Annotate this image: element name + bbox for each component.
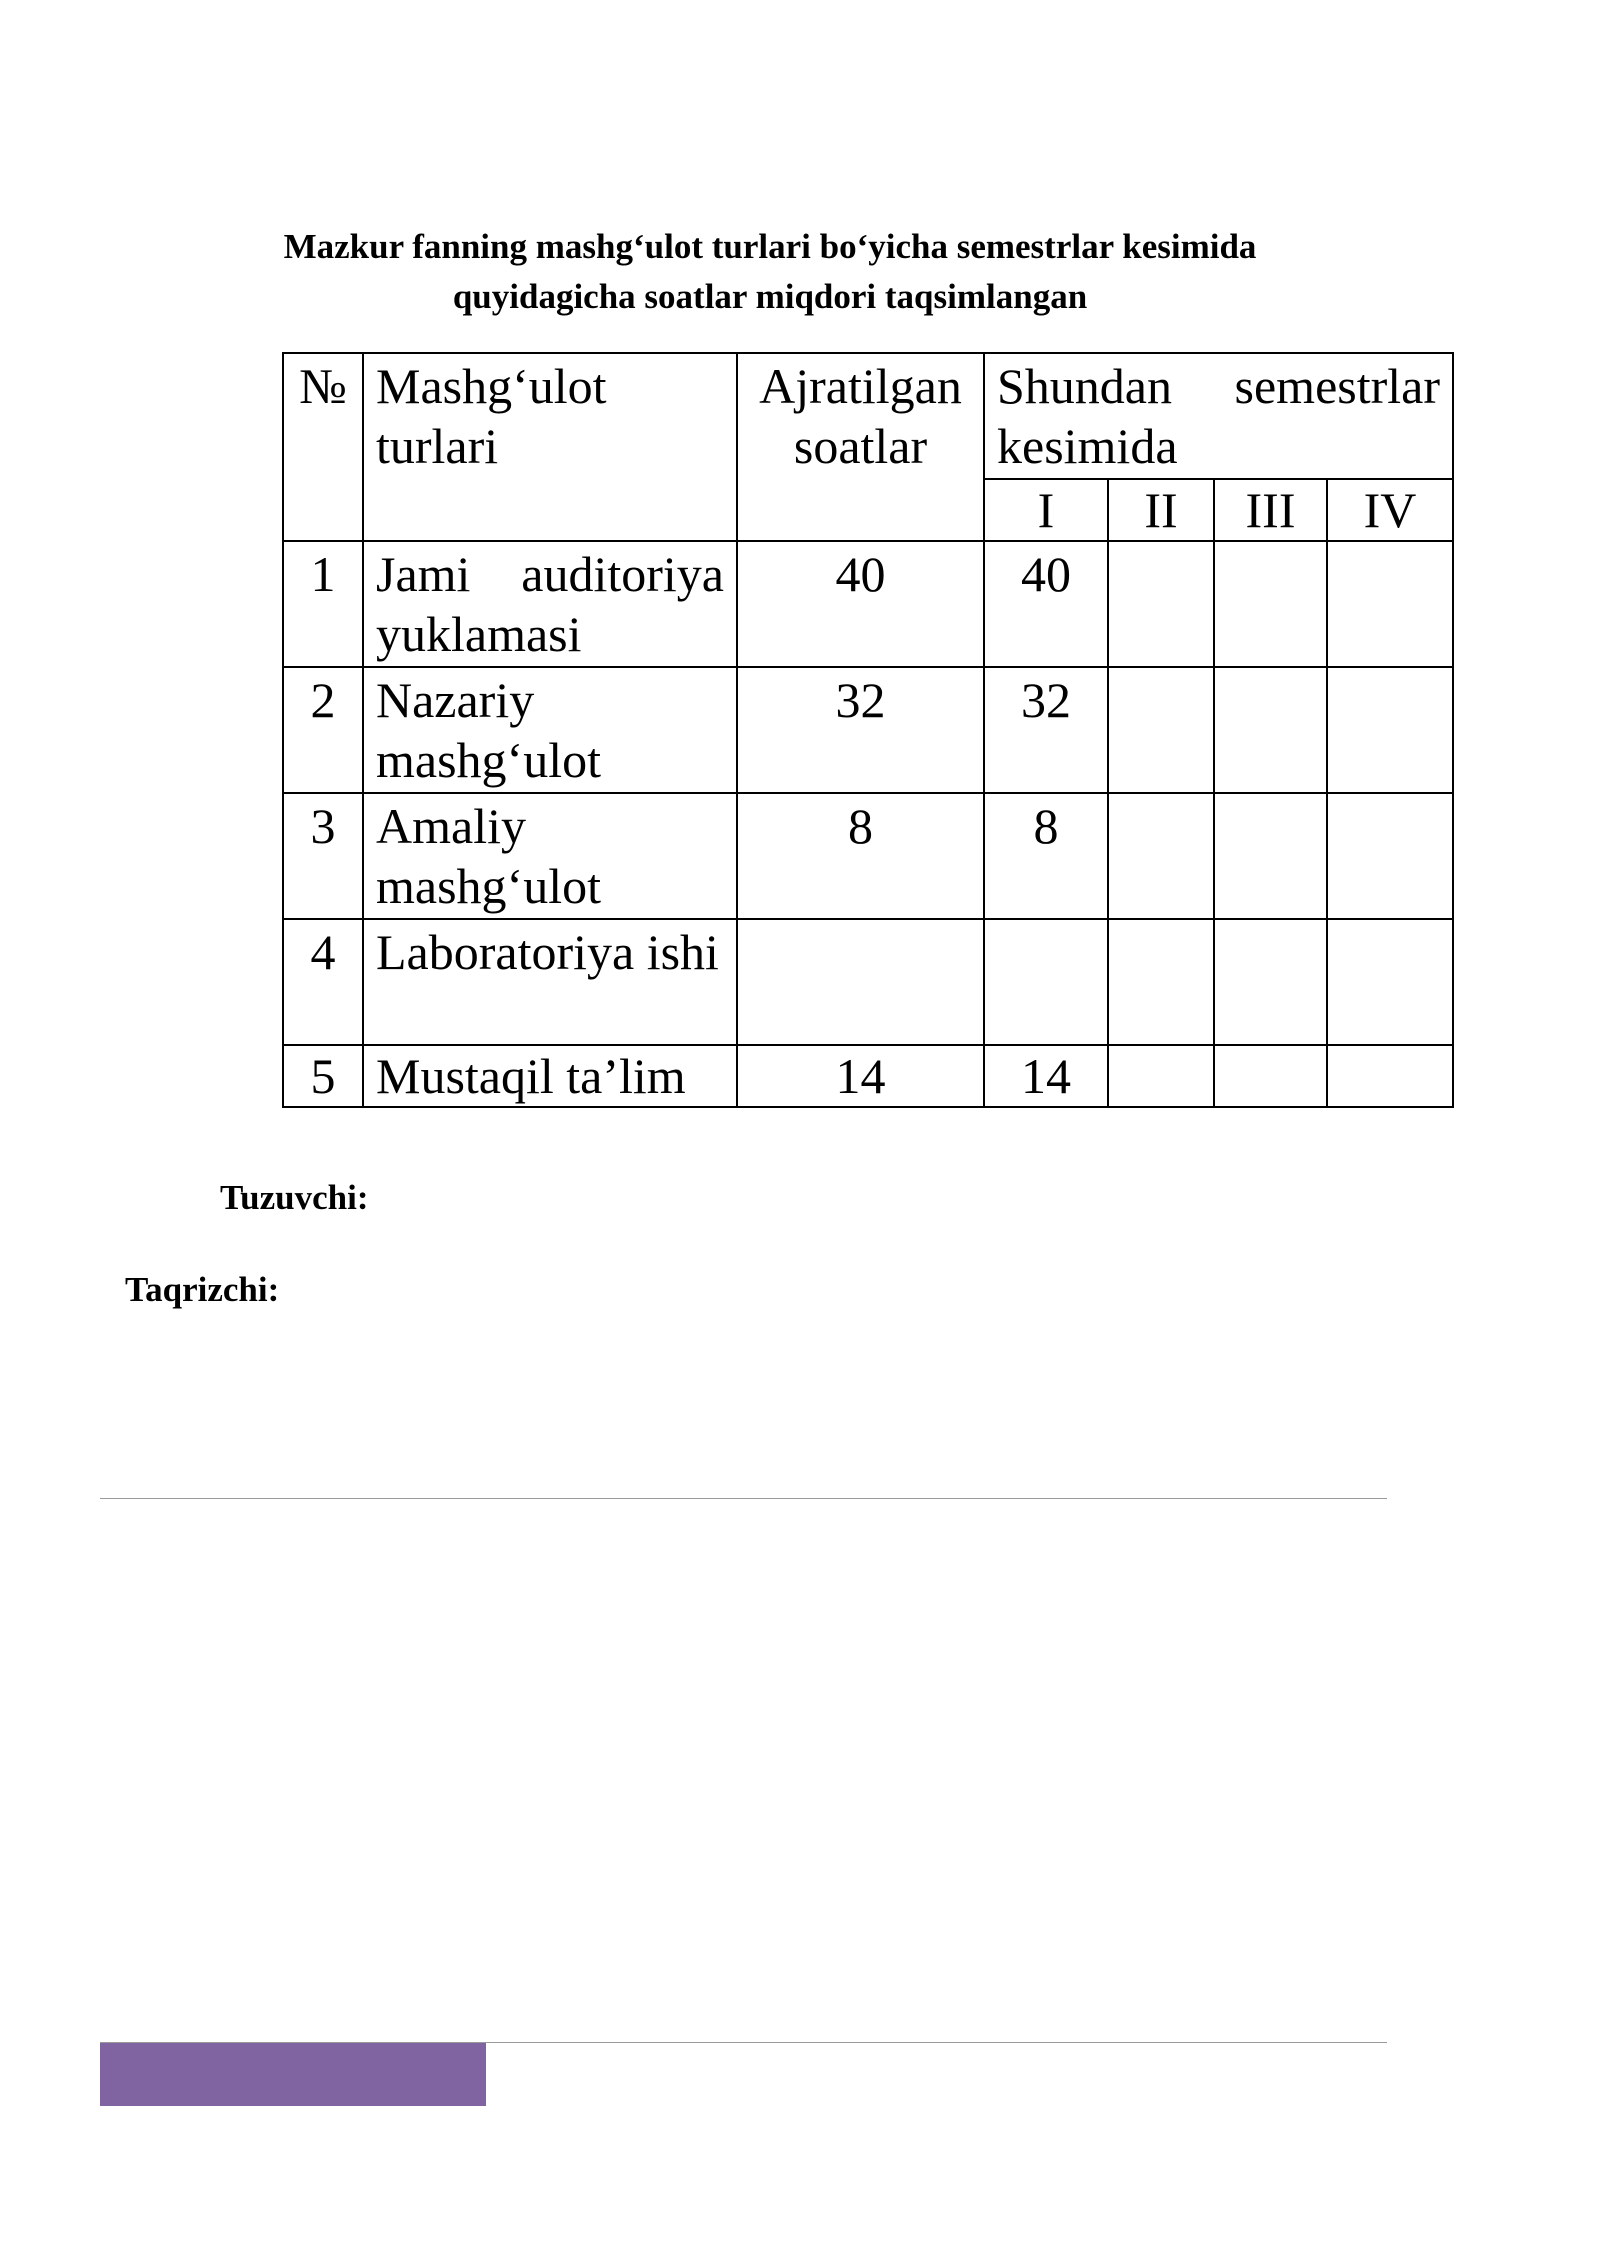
row-type: Amaliy mashg‘ulot [363, 793, 737, 919]
table-header-row [283, 353, 1453, 479]
table-row [283, 667, 1453, 793]
heading-line-1: Mazkur fanning mashg‘ulot turlari bo‘yicha semestrlar kesimida [283, 227, 1257, 266]
row-semester-1: 14 [984, 1045, 1108, 1107]
row-semester-4 [1327, 919, 1453, 1045]
header-number: № [283, 353, 363, 541]
row-semester-4 [1327, 667, 1453, 793]
header-semester-3: III [1214, 479, 1327, 541]
row-semester-4 [1327, 541, 1453, 667]
footer-accent-bar [100, 2043, 486, 2106]
row-allocated: 40 [737, 541, 984, 667]
heading-line-2: quyidagicha soatlar miqdori taqsimlangan [452, 277, 1088, 316]
row-semester-1: 40 [984, 541, 1108, 667]
row-allocated: 8 [737, 793, 984, 919]
row-type: Jami auditoriya yuklamasi [363, 541, 737, 667]
row-semester-2 [1108, 541, 1214, 667]
row-semester-2 [1108, 793, 1214, 919]
row-semester-3 [1214, 1045, 1327, 1107]
row-semester-2 [1108, 667, 1214, 793]
row-semester-2 [1108, 919, 1214, 1045]
row-type: Mustaqil ta’lim [363, 1045, 737, 1107]
row-semester-3 [1214, 667, 1327, 793]
row-number: 5 [283, 1045, 363, 1107]
row-semester-3 [1214, 541, 1327, 667]
row-number: 3 [283, 793, 363, 919]
table-row [283, 793, 1453, 919]
row-type: Nazariy mashg‘ulot [363, 667, 737, 793]
header-semester-4: IV [1327, 479, 1453, 541]
row-allocated [737, 919, 984, 1045]
row-semester-1: 32 [984, 667, 1108, 793]
header-semester-2: II [1108, 479, 1214, 541]
hours-distribution-table [282, 352, 1454, 1108]
row-semester-4 [1327, 793, 1453, 919]
table-row [283, 1045, 1453, 1107]
reviewer-label: Taqrizchi: [125, 1270, 280, 1309]
row-semester-4 [1327, 1045, 1453, 1107]
row-semester-1 [984, 919, 1108, 1045]
header-allocated: Ajratilgan soatlar [737, 353, 984, 541]
row-allocated: 32 [737, 667, 984, 793]
row-type: Laboratoriya ishi [363, 919, 737, 1045]
row-semester-3 [1214, 919, 1327, 1045]
row-semester-3 [1214, 793, 1327, 919]
header-type: Mashg‘ulot turlari [363, 353, 737, 541]
row-semester-2 [1108, 1045, 1214, 1107]
composer-label: Tuzuvchi: [220, 1178, 369, 1217]
header-semester-1: I [984, 479, 1108, 541]
row-number: 4 [283, 919, 363, 1045]
row-number: 1 [283, 541, 363, 667]
row-number: 2 [283, 667, 363, 793]
row-allocated: 14 [737, 1045, 984, 1107]
row-semester-1: 8 [984, 793, 1108, 919]
horizontal-divider [100, 1498, 1387, 1499]
header-semesters-group: Shundan semestrlar kesimida [984, 353, 1453, 479]
table-row [283, 919, 1453, 1045]
table-row [283, 541, 1453, 667]
